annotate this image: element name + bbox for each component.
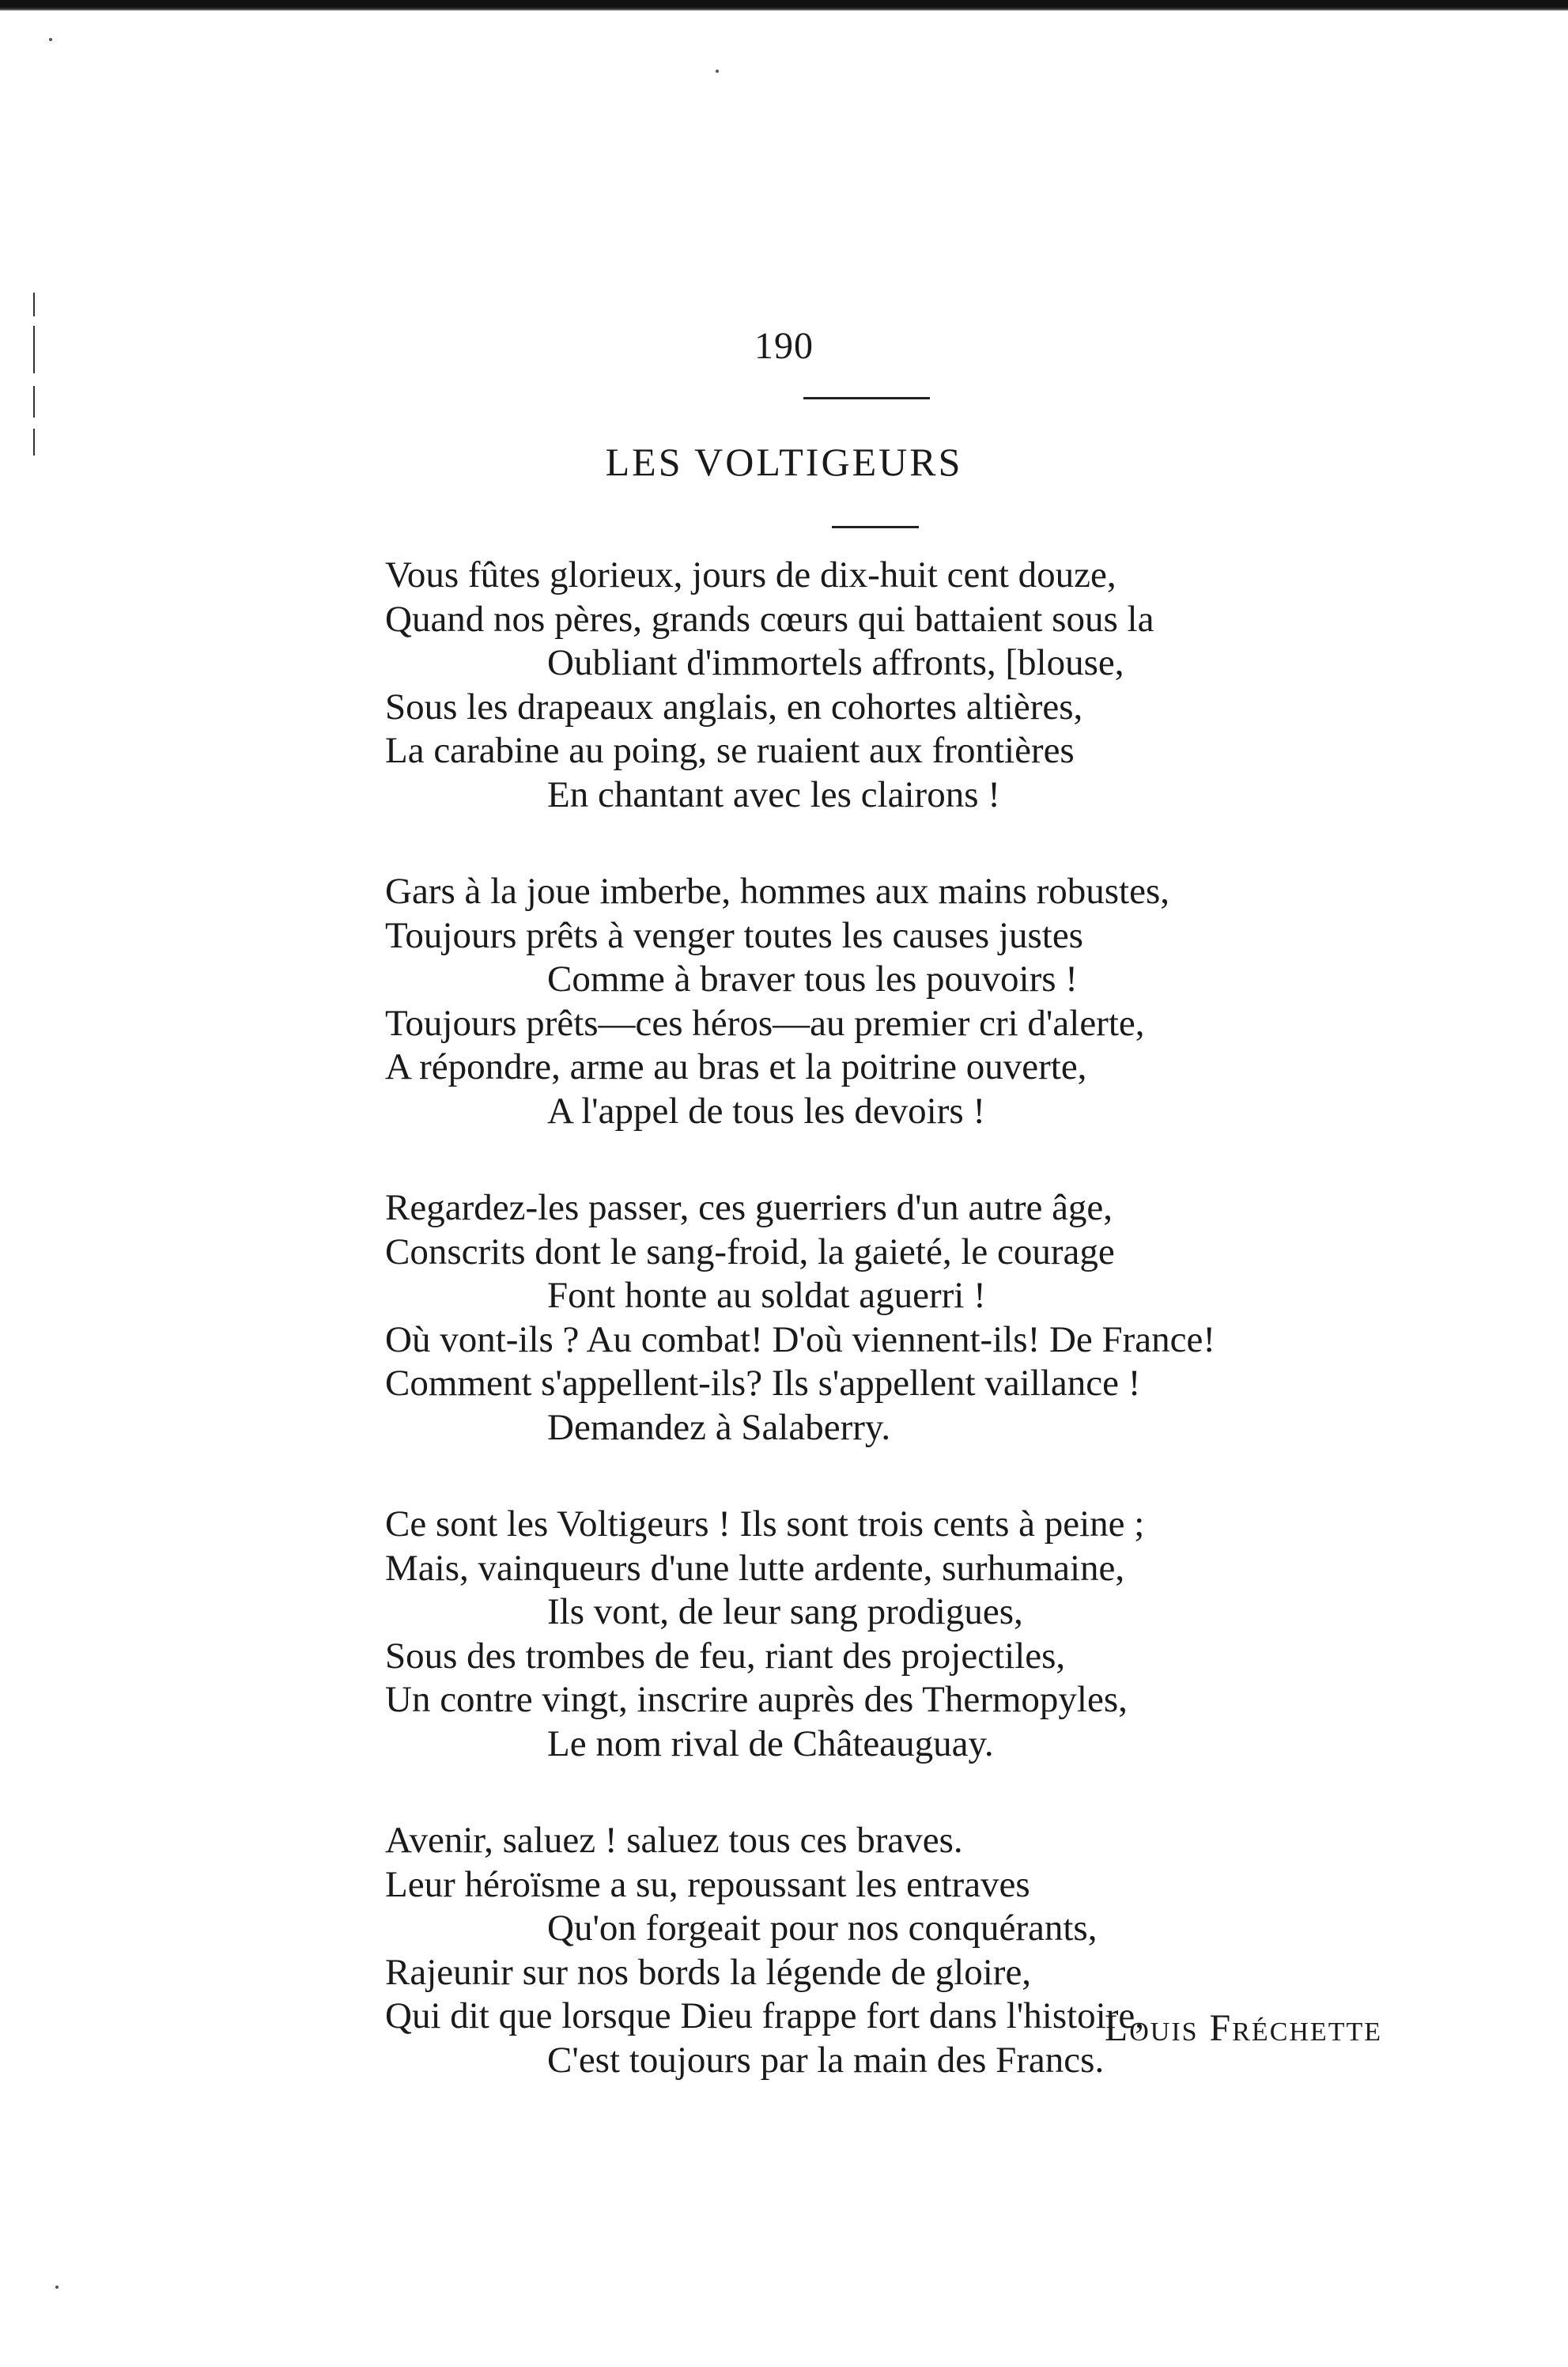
poem-line: Sous des trombes de feu, riant des projectiles,: [385, 1635, 1066, 1677]
stanza: [385, 1503, 1413, 1766]
poem-line: Qui dit que lorsque Dieu frappe fort dans l'histoire,: [385, 1995, 1144, 2036]
paper-speck: [49, 38, 52, 41]
poem-line: Qu'on forgeait pour nos conquérants,: [547, 1908, 1098, 1949]
poem-line: Où vont-ils ? Au combat! D'où viennent-ils! De France!: [385, 1318, 1216, 1360]
poem-line: Toujours prêts—ces héros—au premier cri d'alerte,: [385, 1002, 1145, 1044]
poem-line: Quand nos pères, grands cœurs qui battaient sous la: [385, 598, 1154, 640]
stanza: [385, 870, 1413, 1133]
poem-line: Ils vont, de leur sang prodigues,: [547, 1591, 1023, 1632]
author-signature: Louis Fréchette: [1104, 2007, 1382, 2049]
poem-line: Comment s'appellent-ils? Ils s'appellent vaillance !: [385, 1363, 1141, 1404]
poem-line: A répondre, arme au bras et la poitrine ouverte,: [385, 1046, 1087, 1087]
poem-line: Avenir, saluez ! saluez tous ces braves.: [385, 1820, 963, 1861]
poem-line: En chantant avec les clairons !: [547, 773, 1000, 815]
poem-line: Mais, vainqueurs d'une lutte ardente, surhumaine,: [385, 1547, 1125, 1589]
poem-line: Un contre vingt, inscrire auprès des Thermopyles,: [385, 1679, 1128, 1720]
stanza: [385, 1186, 1413, 1450]
paper-speck: [716, 70, 719, 73]
poem-line: Ce sont les Voltigeurs ! Ils sont trois cents à peine ;: [385, 1503, 1145, 1545]
title-rule-top: [803, 397, 930, 399]
poem-line: A l'appel de tous les devoirs !: [547, 1090, 986, 1132]
poem-line: Font honte au soldat aguerri !: [547, 1275, 986, 1316]
poem-line: Rajeunir sur nos bords la légende de gloire,: [385, 1951, 1032, 1993]
poem-line: Conscrits dont le sang-froid, la gaieté, le courage: [385, 1231, 1115, 1272]
poem-line: Sous les drapeaux anglais, en cohortes altières,: [385, 686, 1083, 728]
poem-body: [385, 554, 1413, 2135]
paper-speck: [55, 2286, 59, 2289]
poem-line: Leur héroïsme a su, repoussant les entraves: [385, 1863, 1030, 1905]
poem-line: Demandez à Salaberry.: [547, 1406, 891, 1448]
poem-line: Comme à braver tous les pouvoirs !: [547, 959, 1078, 1000]
poem-line: Vous fûtes glorieux, jours de dix-huit cent douze,: [385, 554, 1116, 596]
poem-line: Le nom rival de Châteauguay.: [547, 1722, 994, 1764]
poem-line: Oubliant d'immortels affronts, [blouse,: [547, 642, 1124, 683]
poem-title: LES VOLTIGEURS: [605, 440, 963, 484]
top-border-rule: [0, 0, 1568, 11]
title-rule-bottom: [832, 526, 919, 528]
poem-line: Regardez-les passer, ces guerriers d'un autre âge,: [385, 1187, 1113, 1228]
poem-line: C'est toujours par la main des Francs.: [547, 2039, 1105, 2081]
stanza: [385, 554, 1413, 817]
poem-line: Toujours prêts à venger toutes les causes justes: [385, 914, 1083, 956]
page-number: 190: [754, 325, 814, 367]
poem-line: La carabine au poing, se ruaient aux frontières: [385, 730, 1075, 771]
poem-line: Gars à la joue imberbe, hommes aux mains robustes,: [385, 871, 1169, 912]
